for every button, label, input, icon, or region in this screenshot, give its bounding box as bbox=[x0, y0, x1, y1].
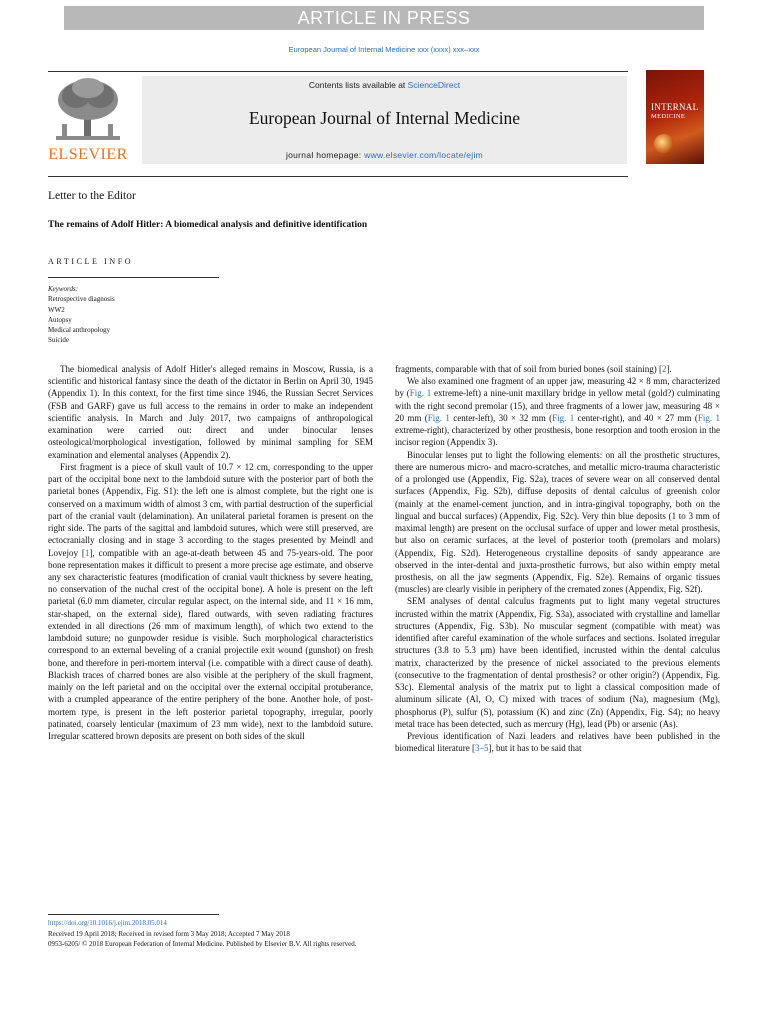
homepage-link[interactable]: www.elsevier.com/locate/ejim bbox=[364, 150, 484, 160]
keyword: Autopsy bbox=[48, 315, 72, 324]
body-paragraph: SEM analyses of dental calculus fragments put to light many vegetal structures incrusted within the matrix (Appendix, Fig. S3a), associated with crystalline and lamellar structures (Appendix, Fig. S3b). No muscular segment (compatible with meat) was identified after careful examination of the whole surfaces and sections. Isolated irregular structures (3.8 to 5.3 μm) have been identified, incrusted within the dental calculus matrix, characterized by the presence of nickel associated to the previous elements (consecutive to the fragmentation of dental prosthesis? or other origin?) (Appendix, Fig. S3c). Elemental analysis of the matrix put to light a classical composition made of aluminum silicate (Al, O, C) mixed with traces of sodium (Na), magnesium (Mg), phosphorus (P), sulfur (S), potassium (K) and zinc (Zn) (Appendix, Fig. S4); no heavy metal trace has been detected, such as mercury (Hg), lead (Pb) or arsenic (As). bbox=[395, 596, 720, 729]
cover-title-line2: MEDICINE bbox=[651, 113, 686, 120]
footer-rule bbox=[48, 914, 219, 915]
reference-link[interactable]: 3–5 bbox=[474, 743, 489, 754]
text-run: center-left), 30 × 32 mm ( bbox=[449, 412, 553, 423]
text-run: extreme-left) a nine-unit maxillary bridge in yellow metal (gold?) culminating with the right second premolar (15), and three fragments of a lower jaw, measuring 48 × 20 mm ( bbox=[395, 388, 720, 423]
article-title: The remains of Adolf Hitler: A biomedical analysis and definitive identification bbox=[48, 220, 368, 230]
header-rule-top bbox=[48, 71, 628, 72]
text-run: ], but it has to be said that bbox=[488, 743, 582, 754]
article-info-heading: ARTICLE INFO bbox=[48, 257, 134, 266]
text-run: center-right), and 40 × 27 mm ( bbox=[574, 412, 698, 423]
keyword: Retrospective diagnosis bbox=[48, 295, 115, 304]
body-paragraph bbox=[395, 363, 720, 375]
keywords-label: Keywords: bbox=[48, 285, 79, 293]
reference-link[interactable]: 2 bbox=[661, 364, 667, 374]
journal-citation-link[interactable]: European Journal of Internal Medicine xxx (xxxx) xxx–xxx bbox=[288, 45, 480, 54]
figure-link[interactable]: Fig. 1 bbox=[552, 412, 575, 423]
journal-title: European Journal of Internal Medicine bbox=[248, 108, 521, 128]
text-run: extreme-right), characterized by other prosthesis, bone resorption and tooth erosion in the incisor region (Appendix 3). bbox=[395, 425, 720, 448]
text-run: ]. bbox=[666, 364, 672, 374]
journal-cover-thumbnail[interactable] bbox=[646, 70, 704, 164]
journal-homepage bbox=[142, 150, 627, 160]
copyright-notice: 0953-6205/ © 2018 European Federation of Internal Medicine. Published by Elsevier B.V. All rights reserved. bbox=[48, 940, 357, 948]
figure-link[interactable]: Fig. 1 bbox=[427, 412, 450, 423]
journal-masthead bbox=[142, 76, 627, 164]
text-run: First fragment is a piece of skull vault of 10.7 × 12 cm, corresponding to the upper part of the occipital bone next to the lambdoid suture with the posterior part of both the parietal bones (Appendix, Fig. S1): the left one is almost complete, but the right one is conserved on a maximum width of almost 3 cm, with partial destruction of the superficial part of the cranial vault (delamination). An unilateral parietal foramen is present on the right side. The parts of the sagittal and lambdoid sutures, which were still preserved, are ectocranially closing and in stage 3 according to the stages presented by Meindl and Lovejoy [ bbox=[48, 461, 373, 558]
body-paragraph bbox=[395, 730, 720, 754]
article-in-press-banner: ARTICLE IN PRESS bbox=[64, 6, 704, 30]
text-run: We also examined one fragment of an upper jaw, measuring 42 × 8 mm, characterized by ( bbox=[395, 376, 720, 399]
elsevier-wordmark: ELSEVIER bbox=[48, 146, 128, 163]
keyword: Suicide bbox=[48, 336, 69, 345]
contents-availability bbox=[142, 80, 627, 90]
figure-link[interactable]: Fig. 1 bbox=[409, 388, 432, 399]
body-paragraph: The biomedical analysis of Adolf Hitler's alleged remains in Moscow, Russia, is a scientific and historical fantasy since the death of the dictator in Berlin on April 30, 1945 (Appendix 1). In this context, for the first time since 1946, the Russian Secret Services (FSB and GARF) gave us full access to the remains in order to make an independent scientific analysis. In March and July 2017, two campaigns of anthropological examination were carried out: direct and under binocular lenses osteological/morphological investigation, followed by minimal sampling for SEM examination and elemental analyses (Appendix 2). bbox=[48, 364, 373, 460]
text-run: fragments, comparable with that of soil from buried bones (soil staining) [ bbox=[395, 364, 662, 374]
body-paragraph: Binocular lenses put to light the following elements: on all the prosthetic structures, there are numerous micro- and macro-scratches, and metallic micro-trauma characteristic of a prolonged use (Appendix, Fig. S2a), traces of severe wear on all conserved dental surfaces (Appendix, Fig. S2b), diffuse deposits of dental calculus of greenish color (mainly at the enamel-cement junction, and in intra-gingival topography, both on the lingual and buccal surfaces) (Appendix, Fig. S2c). Very thin blue deposits (1 to 3 mm of maximal length) are present on the occlusal surface of upper and lower metal prosthesis, but also on ceramic surfaces, at the level of posterior tooth (premolars and molars) (Appendix, Fig. S2d). Heterogeneous crystalline deposits of sandy appearance are observed in the inter-dental and juxta-prosthetic furrows, but also within empty metal prosthesis, on all the jaw segments (Appendix, Fig. S2e). Remains of organic tissues (muscles) are clearly visible in periphery of the cremated zones (Appendix, Fig. S2f). bbox=[395, 449, 720, 595]
body-column-left bbox=[48, 363, 373, 899]
text-run: ], compatible with an age-at-death between 45 and 75-years-old. The poor bone representation makes it difficult to present a more precise age estimate, and observe any sex characteristic features (modification of cranial vault thickness by severe heating, no conservation of the nuchal crest of the occipital bone). A hole is present on the left parietal (6.0 mm diameter, circular regular aspect, on the internal side, and 11 × 16 mm, star-shaped, on the external side), flared outwards, with seven radiating fractures extended in all directions (26 mm of maximum length), of which two extend to the lambdoid suture; no gunpowder residue is visible. Such morphological characteristics correspond to an external beveling of a cranial projectile exit wound (gunshot) on fresh bone, and therefore in peri-mortem interval (i.e. compatible with a direct cause of death). Blackish traces of charred bones are also visible at the periphery of the skull fragment, mainly on the left parietal and on the occipital over the external occipital protuberance, with a crumpled appearance of the entire periphery of the bone. Another hole, of post-mortem type, is present in the left posterior parietal topography, irregular, poorly patinated, coarsely lenticular (maximum of 23 mm wide), next to the lambdoid suture. Irregular scattered brown deposits are present on both sides of the skull bbox=[48, 547, 373, 742]
cover-graphic bbox=[654, 134, 674, 154]
keyword: WW2 bbox=[48, 305, 65, 314]
sciencedirect-link[interactable]: ScienceDirect bbox=[407, 80, 461, 90]
homepage-prefix: journal homepage: bbox=[285, 150, 365, 160]
received-dates: Received 19 April 2018; Received in revised form 3 May 2018; Accepted 7 May 2018 bbox=[48, 929, 290, 938]
contents-prefix: Contents lists available at bbox=[308, 80, 408, 90]
article-type: Letter to the Editor bbox=[48, 190, 136, 202]
elsevier-tree-icon bbox=[50, 76, 126, 144]
header-rule-bottom bbox=[48, 176, 628, 177]
article-info-rule bbox=[48, 277, 219, 278]
body-paragraph bbox=[395, 375, 720, 448]
keywords-list bbox=[48, 284, 115, 346]
cover-title-line1: INTERNAL bbox=[651, 102, 699, 112]
publisher-logo[interactable] bbox=[48, 76, 128, 164]
doi-link[interactable]: https://doi.org/10.1016/j.ejim.2018.05.014 bbox=[48, 919, 167, 927]
body-paragraph bbox=[48, 461, 373, 742]
reference-link[interactable]: 1 bbox=[84, 547, 90, 558]
body-column-right bbox=[395, 363, 720, 911]
article-footer bbox=[48, 918, 356, 950]
keyword: Medical anthropology bbox=[48, 326, 111, 335]
figure-link[interactable]: Fig. 1 bbox=[697, 412, 720, 423]
text-run: Previous identification of Nazi leaders and relatives have been published in the biomedical literature [ bbox=[395, 731, 720, 754]
